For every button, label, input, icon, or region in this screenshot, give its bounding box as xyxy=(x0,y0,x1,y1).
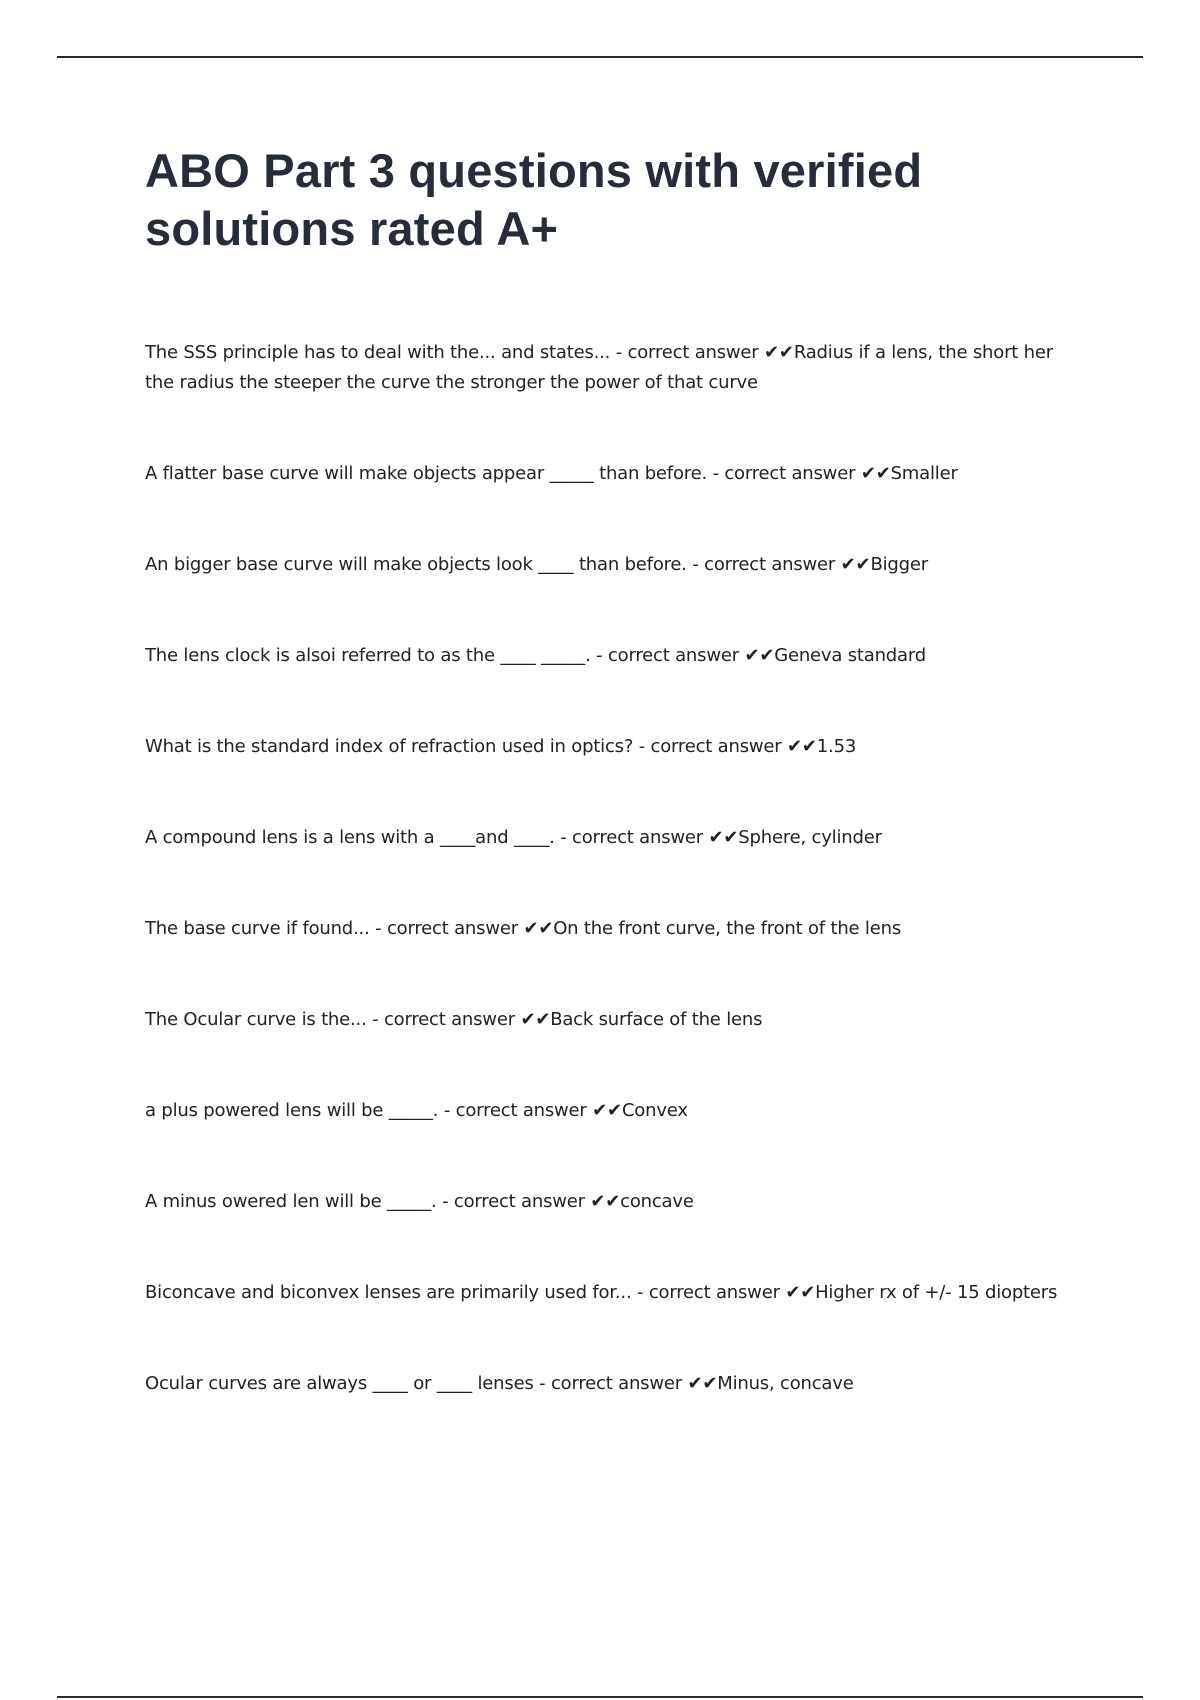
check-mark: ✔✔ xyxy=(523,918,554,939)
document-title: ABO Part 3 questions with verified solutions rated A+ xyxy=(145,144,923,255)
correct-answer-separator: - correct answer xyxy=(372,1009,515,1030)
question-text: The SSS principle has to deal with the... and states... xyxy=(145,342,611,363)
answer-text: Smaller xyxy=(890,463,958,484)
answer-text: Minus, concave xyxy=(717,1373,854,1394)
check-mark: ✔✔ xyxy=(764,342,794,363)
qa-item xyxy=(145,1187,1075,1217)
correct-answer-separator: - correct answer xyxy=(443,1100,587,1121)
answer-text: Sphere, cylinder xyxy=(738,827,882,848)
answer-text: Back surface of the lens xyxy=(550,1009,763,1030)
qa-item xyxy=(145,338,1075,398)
qa-item xyxy=(145,1369,1075,1399)
question-text: The Ocular curve is the... xyxy=(145,1009,367,1030)
qa-item xyxy=(145,823,1075,853)
question-text: The base curve if found... xyxy=(145,918,370,939)
answer-text: 1.53 xyxy=(816,736,857,757)
check-mark: ✔✔ xyxy=(687,1373,718,1394)
answer-text: Radius if a lens, the short her the radius the steeper the curve the stronger the power of that curve xyxy=(145,342,1053,393)
bottom-rule xyxy=(57,1696,1143,1698)
qa-item xyxy=(145,914,1075,944)
qa-item xyxy=(145,459,1075,489)
question-text: The lens clock is alsoi referred to as the ____ _____. xyxy=(145,645,591,666)
correct-answer-separator: - correct answer xyxy=(712,463,856,484)
qa-item xyxy=(145,550,1075,580)
qa-item xyxy=(145,732,1075,762)
correct-answer-separator: - correct answer xyxy=(638,736,782,757)
question-text: a plus powered lens will be _____. xyxy=(145,1100,439,1121)
question-text: A flatter base curve will make objects appear _____ than before. xyxy=(145,463,707,484)
check-mark: ✔✔ xyxy=(592,1100,622,1121)
answer-text: Convex xyxy=(621,1100,688,1121)
qa-item xyxy=(145,641,1075,671)
correct-answer-separator: - correct answer xyxy=(692,554,836,575)
answer-text: concave xyxy=(620,1191,694,1212)
check-mark: ✔✔ xyxy=(787,736,817,757)
question-text: Ocular curves are always ____ or ____ lenses xyxy=(145,1373,534,1394)
check-mark: ✔✔ xyxy=(590,1191,621,1212)
document-body xyxy=(145,142,1075,1460)
qa-item xyxy=(145,1096,1075,1126)
correct-answer-separator: - correct answer xyxy=(615,342,759,363)
check-mark: ✔✔ xyxy=(744,645,775,666)
question-text: A minus owered len will be _____. xyxy=(145,1191,437,1212)
check-mark: ✔✔ xyxy=(840,554,871,575)
question-list xyxy=(145,338,1075,1399)
qa-item xyxy=(145,1005,1075,1035)
answer-text: On the front curve, the front of the lens xyxy=(553,918,901,939)
answer-text: Higher rx of +/- 15 diopters xyxy=(815,1282,1058,1303)
question-text: A compound lens is a lens with a ____and ____. xyxy=(145,827,555,848)
answer-text: Geneva standard xyxy=(774,645,926,666)
check-mark: ✔✔ xyxy=(708,827,739,848)
question-text: Biconcave and biconvex lenses are primarily used for... xyxy=(145,1282,632,1303)
correct-answer-separator: - correct answer xyxy=(539,1373,682,1394)
check-mark: ✔✔ xyxy=(520,1009,551,1030)
answer-text: Bigger xyxy=(870,554,928,575)
question-text: An bigger base curve will make objects look ____ than before. xyxy=(145,554,687,575)
question-text: What is the standard index of refraction used in optics? xyxy=(145,736,634,757)
correct-answer-separator: - correct answer xyxy=(596,645,739,666)
correct-answer-separator: - correct answer xyxy=(637,1282,780,1303)
top-rule xyxy=(57,56,1143,58)
correct-answer-separator: - correct answer xyxy=(442,1191,585,1212)
check-mark: ✔✔ xyxy=(785,1282,816,1303)
qa-item xyxy=(145,1278,1075,1308)
check-mark: ✔✔ xyxy=(860,463,891,484)
correct-answer-separator: - correct answer xyxy=(560,827,703,848)
correct-answer-separator: - correct answer xyxy=(375,918,518,939)
